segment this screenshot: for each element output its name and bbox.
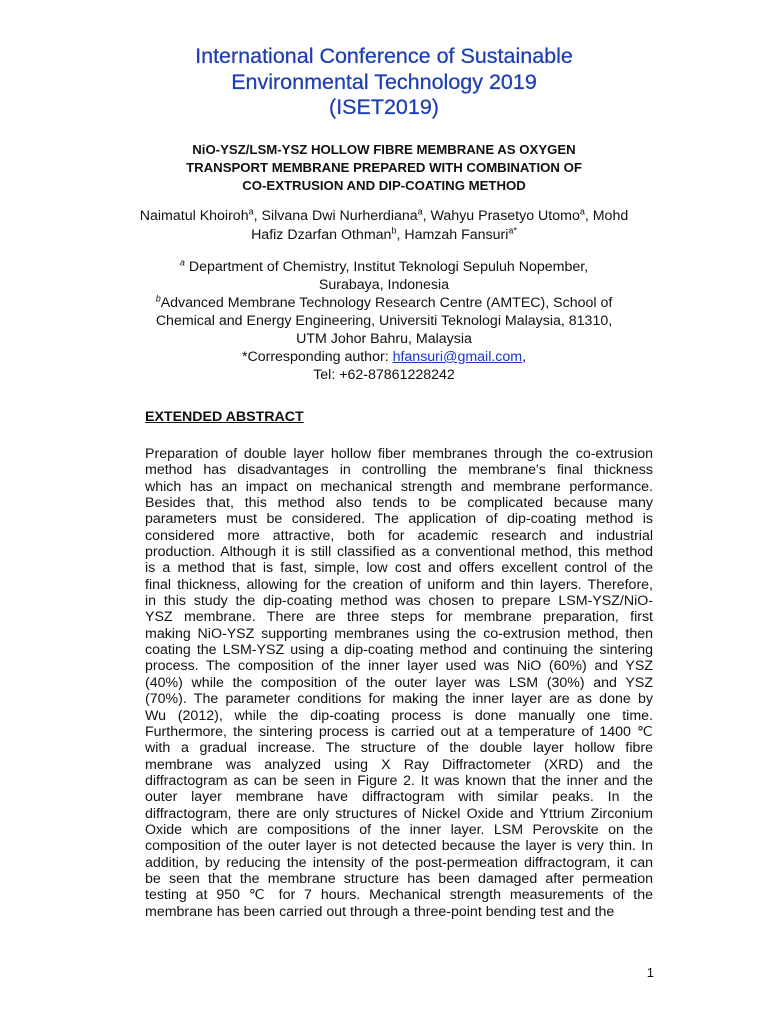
abstract-line: Furthermore, the sintering process is carried out at a temperature of 1400 ℃ [145,723,653,740]
affiliation-a-line: Surabaya, Indonesia [318,277,450,293]
abstract-line: membrane has been carried out through a three-point bending test and the [145,903,615,920]
author-name: Naimatul Khoiroh [139,208,249,224]
abstract-line: be seen that the membrane structure has been damaged after permeation [145,870,653,887]
paper-title [100,141,668,195]
abstract-line: testing at 950 ℃ for 7 hours. Mechanical strength measurements of the [145,887,653,904]
abstract-line: diffractogram as can be seen in Figure 2. It was known that the inner and the [145,772,653,789]
affiliation-a-line [100,258,668,276]
abstract-line: in this study the dip-coating method was chosen to prepare LSM-YSZ/NiO- [145,593,653,610]
abstract-line: membrane was analyzed using X Ray Diffractometer (XRD) and the [145,756,653,773]
affiliation-b-line: Chemical and Energy Engineering, Universiti Teknologi Malaysia, 81310, [155,313,613,329]
author-affiliation-mark: a [579,206,585,217]
abstract-line: process. The composition of the inner layer used was NiO (60%) and YSZ [145,658,653,675]
affiliation-mark-a: a [179,257,185,268]
abstract-line: method has disadvantages in controlling the membrane's final thickness [145,462,653,479]
affiliation-b-text: Advanced Membrane Technology Research Centre (AMTEC), School of [160,295,613,311]
affiliation-mark-b: b [155,293,161,304]
affiliation-b-line [100,294,668,312]
abstract-line: with a gradual increase. The structure of the double layer hollow fibre [145,740,653,757]
affiliation-a-text: Department of Chemistry, Institut Teknologi Sepuluh Nopember, [184,259,589,275]
abstract-line: considered more attractive, both for academic research and industrial [145,527,653,544]
abstract-line: YSZ membrane. There are three steps for membrane preparation, first [145,609,653,626]
author-line [100,226,668,245]
conference-title-line: Environmental Technology 2019 [231,69,537,94]
abstract-line: final thickness, allowing for the creation of uniform and thin layers. Therefore, [145,576,653,593]
abstract-line: Oxide which are compositions of the inner layer. LSM Perovskite on the [145,821,653,838]
abstract-line: outer layer membrane have diffractogram with similar peaks. In the [145,789,653,806]
author-affiliation-mark: a* [508,225,517,236]
abstract-body [145,446,653,920]
abstract-line: composition of the outer layer is not detected because the layer is very thin. In [145,838,653,855]
author-list [100,207,668,245]
author-affiliation-mark: a [417,206,423,217]
abstract-line: is a method that is fast, simple, low cost and offers excellent control of the [145,560,653,577]
abstract-line: which has an impact on mechanical strength and membrane performance. [145,478,653,495]
abstract-line: (40%) while the composition of the outer layer was LSM (30%) and YSZ [145,674,653,691]
section-heading: EXTENDED ABSTRACT [145,409,304,425]
conference-title-line: (ISET2019) [329,95,439,119]
author-separator: , Mohd [584,208,629,224]
author-separator: , [253,208,262,224]
abstract-line: making NiO-YSZ supporting membranes using the co-extrusion method, then [145,625,653,642]
abstract-line: parameters must be considered. The application of dip-coating method is [145,511,653,528]
paper-title-line: NiO-YSZ/LSM-YSZ HOLLOW FIBRE MEMBRANE AS OXYGEN [192,142,576,157]
abstract-line: addition, by reducing the intensity of the post-permeation diffractogram, it can [145,854,653,871]
corresponding-telephone: Tel: +62-87861228242 [313,367,455,383]
corresponding-comma: , [522,349,527,365]
abstract-line: production. Although it is still classified as a conventional method, this method [145,544,653,561]
author-affiliation-mark: b [391,225,397,236]
conference-title [100,44,668,121]
author-name: Silvana Dwi Nurherdiana [261,208,418,224]
abstract-line: Wu (2012), while the dip-coating process is done manually one time. [145,707,653,724]
affiliation-b-line: UTM Johor Bahru, Malaysia [296,331,472,347]
author-separator: , [396,227,405,243]
author-affiliation-mark: a [248,206,254,217]
author-name: Hamzah Fansuri [404,227,509,243]
page-number: 1 [646,965,654,980]
abstract-line: coating the LSM-YSZ using a dip-coating method and continuing the sintering [145,642,653,659]
affiliations [100,258,668,384]
conference-title-line: International Conference of Sustainable [195,44,573,68]
author-name: Hafiz Dzarfan Othman [251,227,392,243]
paper-title-line: CO-EXTRUSION AND DIP-COATING METHOD [242,178,526,193]
paper-title-line: TRANSPORT MEMBRANE PREPARED WITH COMBINATION OF [186,160,582,175]
author-separator: , [422,208,431,224]
abstract-line: (70%). The parameter conditions for making the inner layer are as done by [145,691,653,708]
author-line [100,207,668,226]
corresponding-email-link[interactable]: hfansuri@gmail.com [392,349,523,365]
corresponding-label: *Corresponding author: [241,349,393,365]
abstract-line: Besides that, this method also tends to be complicated because many [145,495,653,512]
abstract-line: diffractogram, there are only structures of Nickel Oxide and Yttrium Zirconium [145,805,653,822]
abstract-line: Preparation of double layer hollow fiber membranes through the co-extrusion [145,446,653,462]
corresponding-author [100,348,668,366]
author-name: Wahyu Prasetyo Utomo [430,208,580,224]
